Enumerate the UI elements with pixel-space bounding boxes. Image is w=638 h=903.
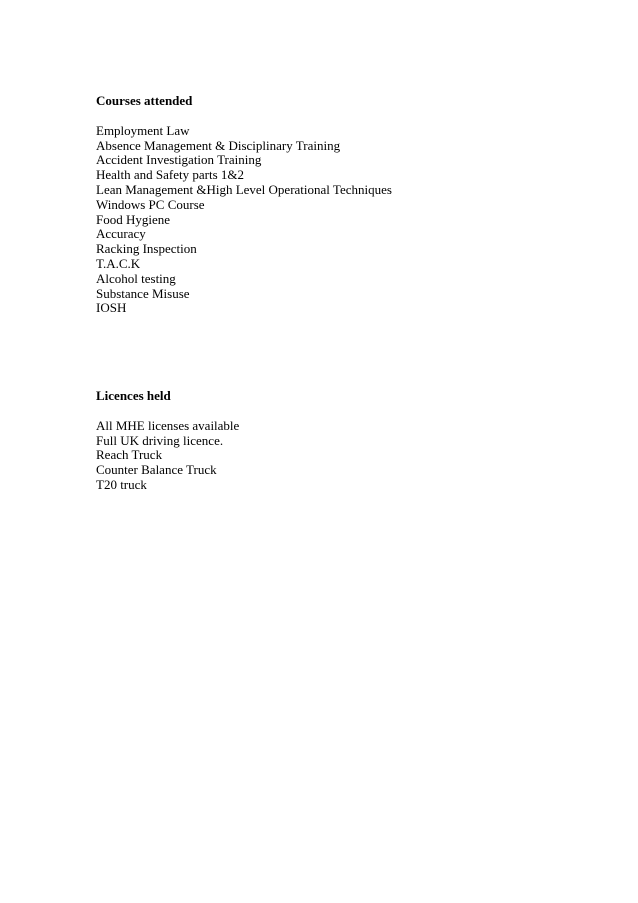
list-item: Lean Management &High Level Operational Techniques [96, 181, 392, 197]
list-item: IOSH [96, 300, 127, 316]
courses-section [96, 94, 576, 316]
list-item: Accuracy [96, 226, 146, 242]
list-item: Accident Investigation Training [96, 152, 262, 168]
list-item: Absence Management & Disciplinary Training [96, 137, 341, 153]
list-item: Food Hygiene [96, 211, 171, 227]
licences-heading: Licences held [96, 388, 171, 403]
list-item: Racking Inspection [96, 241, 197, 257]
list-item: Windows PC Course [96, 196, 205, 212]
courses-heading: Courses attended [96, 93, 193, 108]
list-item: All MHE licenses available [96, 417, 240, 433]
list-item: Reach Truck [96, 447, 163, 463]
list-item: Health and Safety parts 1&2 [96, 167, 245, 183]
list-item: Full UK driving licence. [96, 432, 224, 448]
list-item: T20 truck [96, 476, 147, 492]
licences-list [96, 419, 576, 493]
list-item: Counter Balance Truck [96, 462, 217, 478]
courses-list [96, 124, 576, 316]
list-item: Alcohol testing [96, 270, 176, 286]
licences-section [96, 389, 576, 493]
list-item: Employment Law [96, 122, 190, 138]
list-item: Substance Misuse [96, 285, 190, 301]
list-item: T.A.C.K [96, 255, 141, 271]
